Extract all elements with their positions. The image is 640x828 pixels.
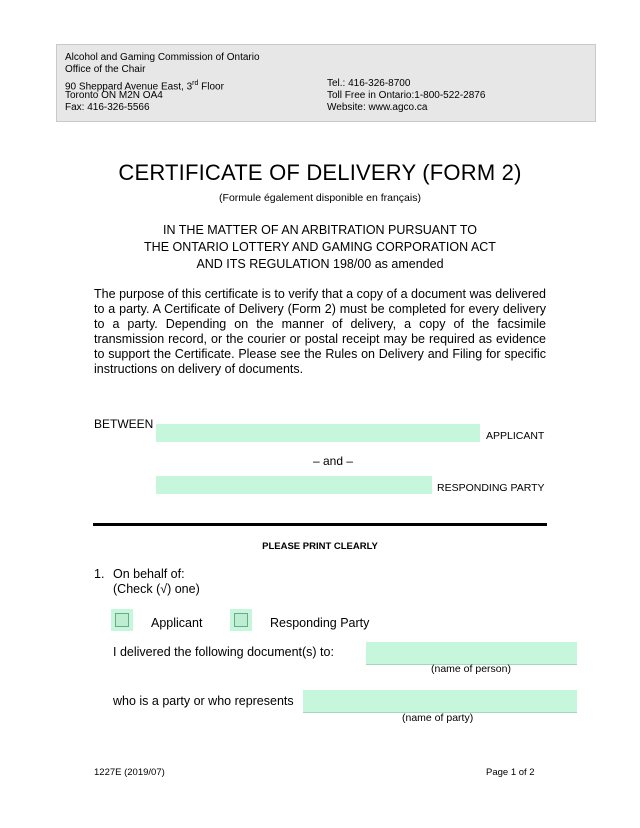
applicant-label: APPLICANT [486, 430, 545, 442]
party-name-field[interactable] [303, 690, 577, 713]
check-one-instruction: (Check (√) one) [113, 582, 200, 596]
responding-party-label: RESPONDING PARTY [437, 482, 545, 494]
org-name: Alcohol and Gaming Commission of Ontario [65, 52, 260, 63]
responding-party-name-field[interactable] [156, 476, 432, 494]
responding-party-option-label: Responding Party [270, 616, 370, 630]
name-of-person-caption: (name of person) [431, 663, 511, 675]
french-availability-note: (Formule également disponible en français) [219, 192, 421, 204]
website: Website: www.agco.ca [327, 102, 428, 113]
matter-line-1: IN THE MATTER OF AN ARBITRATION PURSUANT TO [163, 223, 477, 237]
fax-number: Fax: 416-326-5566 [65, 102, 150, 113]
applicant-option-label: Applicant [151, 616, 203, 630]
and-separator: – and – [313, 454, 354, 468]
purpose-paragraph: The purpose of this certificate is to verify that a copy of a document was delivered to a party. A Certificate of Delivery (Form 2) must be completed for every delivery to a party. Depending on the manner of delivery, a copy of the facsimile transmission record, or the courier or postal receipt may be required as evidence to support the Certificate. Please see the Rules on Delivery and Filing for specific instructions on delivery of documents. [94, 287, 546, 376]
between-label: BETWEEN [94, 417, 154, 431]
matter-line-2: THE ONTARIO LOTTERY AND GAMING CORPORATION ACT [144, 240, 496, 254]
section-divider [93, 523, 547, 526]
delivered-to-label: I delivered the following document(s) to: [113, 645, 334, 659]
person-name-field[interactable] [366, 642, 577, 665]
city-postal: Toronto ON M2N OA4 [65, 90, 163, 101]
street-address: 90 Sheppard Avenue East, 3rd Floor [65, 80, 224, 93]
page-number: Page 1 of 2 [486, 767, 535, 778]
applicant-checkbox[interactable] [111, 609, 133, 631]
please-print-clearly: PLEASE PRINT CLEARLY [262, 541, 378, 552]
tel-number: Tel.: 416-326-8700 [327, 78, 411, 89]
toll-free-number: Toll Free in Ontario:1-800-522-2876 [327, 90, 486, 101]
office-name: Office of the Chair [65, 64, 146, 75]
applicant-name-field[interactable] [156, 424, 480, 442]
name-of-party-caption: (name of party) [402, 712, 474, 724]
form-code: 1227E (2019/07) [94, 767, 165, 778]
responding-party-checkbox[interactable] [230, 609, 252, 631]
section-number: 1. [94, 567, 105, 581]
matter-line-3: AND ITS REGULATION 198/00 as amended [196, 257, 444, 271]
header-contact-box [56, 44, 596, 122]
page-title: CERTIFICATE OF DELIVERY (FORM 2) [118, 160, 522, 185]
who-represents-label: who is a party or who represents [113, 694, 294, 708]
on-behalf-label: On behalf of: [113, 567, 185, 581]
